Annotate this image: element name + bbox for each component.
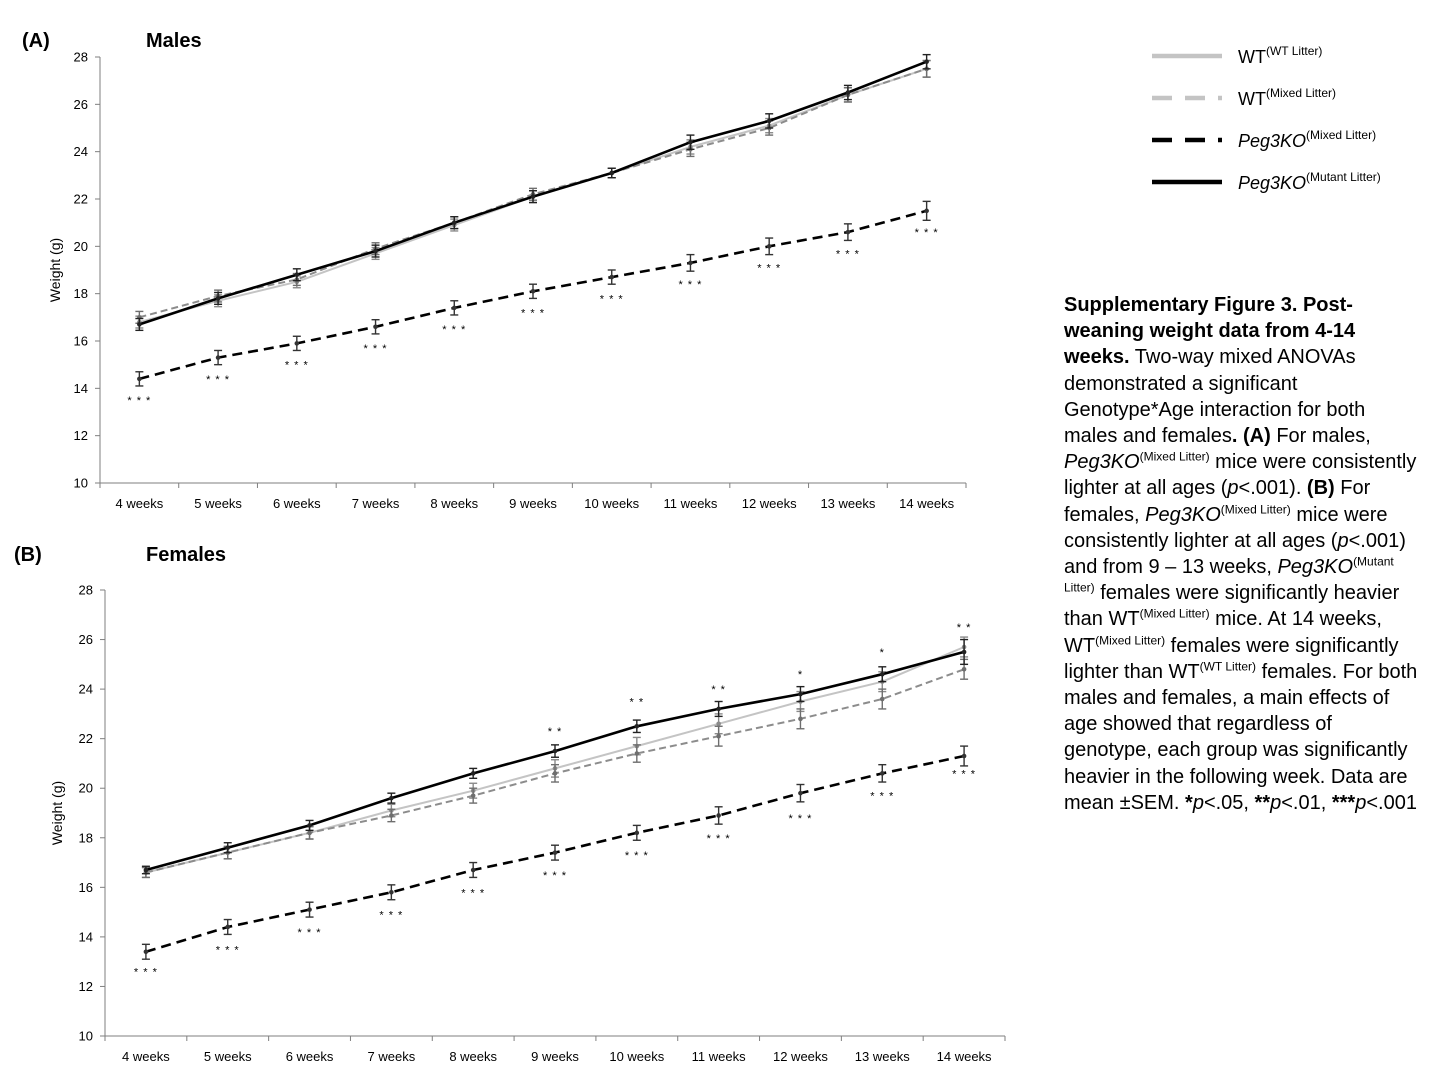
data-point	[635, 831, 640, 836]
data-point	[962, 667, 967, 672]
significance-marker: * * *	[835, 248, 860, 261]
caption-threshold-3: <.001	[1366, 791, 1417, 814]
caption-period: .	[1231, 425, 1238, 448]
legend-entry	[1238, 86, 1336, 109]
caption-p-2: p	[1270, 791, 1282, 814]
data-point	[553, 749, 558, 754]
significance-marker: * *	[711, 684, 726, 697]
x-tick-label: 6 weeks	[285, 1049, 334, 1064]
caption-a-genotype-sup: (Mixed Litter)	[1139, 449, 1210, 464]
x-tick-label: 10 weeks	[609, 1049, 665, 1064]
legend	[1152, 44, 1381, 193]
x-tick-label: 4 weeks	[115, 496, 164, 511]
data-point	[688, 261, 693, 266]
data-point	[471, 793, 476, 798]
y-tick-label: 22	[73, 191, 88, 207]
x-tick-label: 5 weeks	[203, 1049, 252, 1064]
males-panel	[22, 30, 966, 511]
data-point	[635, 751, 640, 756]
data-point	[767, 119, 772, 124]
x-tick-label: 7 weeks	[367, 1049, 416, 1064]
y-tick-label: 20	[73, 238, 88, 254]
caption-b-part-1: For females,	[1064, 477, 1371, 526]
panel-title: Females	[146, 544, 227, 566]
caption-b-part-6: females were significantly lighter than WT	[1064, 634, 1399, 683]
legend-entry-sup: (Mixed Litter)	[1265, 86, 1336, 100]
significance-marker: * * *	[297, 926, 322, 939]
x-tick-label: 7 weeks	[351, 496, 400, 511]
caption-sig-3: ***	[1331, 791, 1356, 814]
y-axis-label: Weight (g)	[49, 780, 65, 846]
y-tick-label: 10	[73, 475, 88, 491]
legend-entry-sup: (Mixed Litter)	[1306, 128, 1377, 142]
data-point	[880, 771, 885, 776]
panel-label: (B)	[14, 544, 42, 566]
x-tick-label: 8 weeks	[449, 1049, 498, 1064]
caption-sig-2: **	[1254, 791, 1271, 814]
x-tick-label: 8 weeks	[430, 496, 479, 511]
caption-b-part-5: mice. At 14 weeks, WT	[1064, 608, 1382, 657]
data-point	[880, 672, 885, 677]
caption-b-part-3: <.001) and from 9 – 13 weeks,	[1064, 529, 1406, 579]
data-point	[798, 791, 803, 796]
significance-marker: * * *	[461, 887, 486, 900]
y-tick-label: 14	[78, 929, 93, 945]
y-tick-label: 10	[78, 1028, 93, 1044]
caption-b-genotype-2: Peg3KO	[1277, 556, 1354, 579]
x-tick-label: 10 weeks	[584, 496, 640, 511]
data-point	[609, 275, 614, 280]
caption-b-genotype-sup: (Mixed Litter)	[1220, 501, 1291, 516]
data-point	[531, 194, 536, 199]
females-panel	[14, 544, 1005, 1064]
data-point	[716, 813, 721, 818]
x-tick-label: 5 weeks	[194, 496, 242, 511]
x-tick-label: 12 weeks	[772, 1049, 828, 1064]
caption-b-genotype: Peg3KO	[1145, 503, 1221, 526]
caption-a-part-1: For males,	[1270, 425, 1371, 448]
x-tick-label: 14 weeks	[899, 496, 955, 511]
panel-label: (A)	[22, 30, 50, 52]
data-point	[798, 692, 803, 697]
significance-marker: * *	[629, 696, 645, 709]
data-point	[452, 220, 457, 225]
caption-p-3: p	[1355, 791, 1367, 814]
series-peg3ko-mixed-litter	[135, 201, 930, 386]
y-tick-label: 24	[73, 144, 88, 160]
significance-marker: * * *	[624, 850, 649, 863]
x-tick-label: 4 weeks	[122, 1049, 170, 1064]
y-tick-label: 16	[73, 333, 88, 349]
data-point	[798, 717, 803, 722]
data-point	[531, 289, 536, 294]
caption-a-p: p	[1227, 477, 1239, 500]
y-tick-label: 18	[73, 286, 88, 302]
significance-marker: * *	[956, 622, 972, 635]
data-point	[389, 890, 394, 895]
caption-threshold-2: <.01,	[1281, 791, 1332, 814]
y-tick-label: 14	[73, 380, 88, 396]
data-point	[307, 907, 312, 912]
y-tick-label: 26	[73, 96, 88, 112]
data-point	[716, 707, 721, 712]
caption-a-part-2: mice were consistently lighter at all ages (	[1064, 451, 1417, 500]
data-point	[962, 650, 967, 655]
x-tick-label: 9 weeks	[509, 496, 557, 511]
data-point	[767, 244, 772, 249]
data-point	[846, 90, 851, 95]
data-point	[307, 823, 312, 828]
caption-b-sup-5: (WT Litter)	[1199, 659, 1257, 674]
caption-panel-a-label: (A)	[1237, 425, 1271, 448]
data-point	[295, 341, 300, 346]
caption-b-part-2: mice were consistently lighter at all ages (	[1064, 503, 1388, 552]
significance-marker: * * *	[442, 324, 467, 337]
significance-marker: * * *	[706, 832, 731, 845]
legend-entry-sup: (Mutant Litter)	[1306, 170, 1381, 184]
significance-marker: * * *	[215, 944, 240, 957]
caption-sentence-1: Two-way mixed ANOVAs demonstrated a significant Genotype*Age interaction for both males and females	[1064, 346, 1366, 448]
legend-entry	[1238, 44, 1322, 67]
data-point	[137, 377, 142, 382]
data-point	[609, 171, 614, 176]
y-tick-label: 22	[78, 731, 93, 747]
significance-marker: * * *	[206, 373, 231, 386]
significance-marker: * * *	[363, 343, 388, 356]
y-tick-label: 12	[78, 978, 93, 994]
caption-p-1: p	[1192, 791, 1204, 814]
significance-marker: * * *	[521, 307, 545, 320]
legend-entry-sup: (WT Litter)	[1265, 44, 1323, 58]
series-peg3ko-mutant-litter	[142, 640, 968, 874]
x-tick-label: 6 weeks	[272, 496, 321, 511]
legend-entry-name: Peg3KO	[1238, 131, 1307, 151]
data-point	[553, 850, 558, 855]
data-point	[452, 306, 457, 311]
data-point	[389, 796, 394, 801]
data-point	[716, 734, 721, 739]
legend-entry-name: WT	[1238, 89, 1266, 109]
data-point	[144, 868, 149, 873]
data-point	[553, 771, 558, 776]
caption-sig-1: *	[1185, 791, 1193, 814]
data-point	[846, 230, 851, 235]
significance-marker: * * *	[284, 359, 309, 372]
significance-marker: * * *	[133, 966, 158, 979]
data-point	[225, 925, 230, 930]
data-point	[962, 754, 967, 759]
significance-marker: * * *	[379, 909, 404, 922]
x-tick-label: 13 weeks	[820, 496, 876, 511]
data-point	[373, 325, 378, 330]
panel-title: Males	[146, 30, 202, 52]
y-tick-label: 18	[78, 830, 93, 846]
figure-caption	[1064, 292, 1424, 816]
significance-marker: * * *	[870, 790, 895, 803]
y-tick-label: 12	[73, 428, 88, 444]
data-point	[389, 813, 394, 818]
data-point	[137, 322, 142, 327]
caption-a-part-3: <.001).	[1238, 477, 1302, 500]
significance-marker: *	[797, 669, 804, 682]
significance-marker: * * *	[543, 869, 567, 882]
data-point	[225, 845, 230, 850]
y-axis-label: Weight (g)	[47, 237, 63, 303]
caption-b-sup-3: (Mixed Litter)	[1139, 606, 1210, 621]
data-point	[307, 831, 312, 836]
data-point	[924, 209, 929, 214]
caption-b-part-7: females. For both males and females, a main effects of age showed that regardless of genotype, each group was significantly heavier in the following week. Data are mean ±SEM.	[1064, 660, 1418, 814]
significance-marker: * * *	[788, 812, 813, 825]
significance-marker: * *	[547, 726, 563, 739]
y-tick-label: 26	[78, 632, 93, 648]
significance-marker: * * *	[127, 395, 152, 408]
caption-b-p: p	[1337, 529, 1349, 552]
y-tick-label: 24	[78, 681, 93, 697]
x-tick-label: 11 weeks	[663, 496, 718, 511]
data-point	[373, 249, 378, 254]
significance-marker: * * *	[914, 227, 939, 240]
x-tick-label: 9 weeks	[531, 1049, 579, 1064]
caption-panel-b-label: (B)	[1301, 477, 1335, 500]
data-point	[471, 868, 476, 873]
data-point	[688, 140, 693, 145]
y-tick-label: 28	[73, 49, 88, 65]
caption-title: Supplementary Figure 3. Post-weaning weight data from 4-14 weeks.	[1064, 294, 1356, 369]
significance-marker: * * *	[678, 279, 703, 292]
data-point	[635, 724, 640, 729]
y-tick-label: 28	[78, 582, 93, 598]
data-point	[880, 697, 885, 702]
significance-marker: * * *	[757, 262, 782, 275]
significance-marker: * * *	[952, 768, 977, 781]
data-point	[144, 949, 149, 954]
caption-threshold-1: <.05,	[1203, 791, 1255, 814]
significance-marker: *	[879, 646, 885, 659]
data-point	[295, 272, 300, 277]
x-tick-label: 11 weeks	[691, 1049, 746, 1064]
data-point	[716, 722, 721, 727]
caption-b-sup-4: (Mixed Litter)	[1095, 632, 1166, 647]
x-tick-label: 13 weeks	[854, 1049, 910, 1064]
data-point	[216, 296, 221, 301]
legend-entry	[1238, 128, 1376, 151]
data-point	[471, 771, 476, 776]
y-tick-label: 20	[78, 780, 93, 796]
y-tick-label: 16	[78, 879, 93, 895]
x-tick-label: 12 weeks	[741, 496, 797, 511]
data-point	[924, 59, 929, 64]
caption-b-part-4: females were significantly heavier than WT	[1064, 582, 1400, 631]
x-tick-label: 14 weeks	[936, 1049, 992, 1064]
data-point	[216, 355, 221, 360]
caption-b-genotype-sup-2: (Mutant Litter)	[1064, 554, 1394, 595]
legend-entry	[1238, 170, 1381, 193]
significance-marker: * * *	[599, 293, 624, 306]
legend-entry-name: WT	[1238, 47, 1266, 67]
caption-a-genotype: Peg3KO	[1064, 451, 1140, 474]
legend-entry-name: Peg3KO	[1238, 173, 1307, 193]
